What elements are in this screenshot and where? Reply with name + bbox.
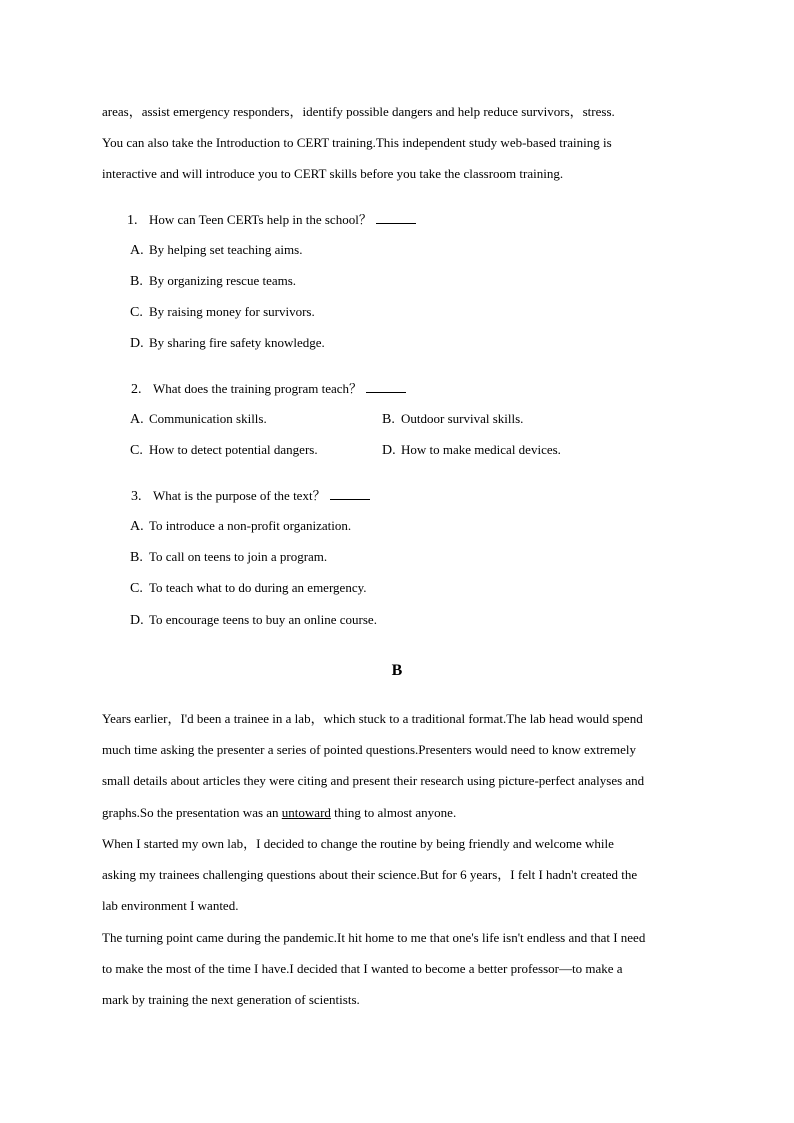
- question-number: 1.: [127, 213, 138, 228]
- passage-b-line-3: small details about articles they were citing and present their research using picture-perfect analyses and: [102, 773, 645, 788]
- question-1-option-b: [130, 273, 296, 290]
- question-number: 2.: [131, 382, 142, 397]
- question-2-stem: [131, 380, 406, 398]
- option-text: To introduce a non-profit organization.: [149, 518, 352, 533]
- section-heading: B: [391, 662, 403, 679]
- question-3-option-d: [130, 612, 377, 629]
- question-3-option-c: [130, 580, 367, 597]
- option-text: To encourage teens to buy an online course.: [149, 612, 377, 627]
- option-letter: D.: [382, 443, 396, 458]
- question-text: How can Teen CERTs help in the school？: [149, 212, 372, 227]
- option-text: Outdoor survival skills.: [401, 411, 524, 426]
- option-text: By raising money for survivors.: [149, 304, 315, 319]
- passage-b-line-8: The turning point came during the pandemic.It hit home to me that one's life isn't endless and that I need: [102, 930, 646, 945]
- question-1-option-d: [130, 335, 325, 352]
- option-text: How to make medical devices.: [401, 442, 561, 457]
- answer-blank: [366, 380, 406, 393]
- option-letter: D.: [130, 613, 144, 628]
- question-2-option-b: [382, 411, 523, 428]
- passage-a-line-3: interactive and will introduce you to CERT skills before you take the classroom training.: [102, 166, 564, 181]
- passage-b-line-4: [102, 805, 456, 821]
- question-text: What is the purpose of the text？: [153, 488, 326, 503]
- passage-b-line-2: much time asking the presenter a series of pointed questions.Presenters would need to know extremely: [102, 742, 636, 757]
- option-text: To teach what to do during an emergency.: [149, 580, 367, 595]
- option-letter: A.: [130, 519, 144, 534]
- question-1-option-a: [130, 242, 302, 259]
- passage-b-line-9: to make the most of the time I have.I decided that I wanted to become a better professor—to make a: [102, 961, 623, 976]
- option-text: To call on teens to join a program.: [149, 549, 328, 564]
- option-text: By helping set teaching aims.: [149, 242, 303, 257]
- passage-a-line-1: areas，assist emergency responders，identify possible dangers and help reduce survivors，stress.: [102, 104, 615, 119]
- option-text: How to detect potential dangers.: [149, 442, 318, 457]
- question-2-option-a: [130, 411, 267, 428]
- answer-blank: [330, 487, 370, 500]
- passage-b-line-6: asking my trainees challenging questions about their science.But for 6 years，I felt I hadn't created the: [102, 867, 638, 882]
- option-text: By sharing fire safety knowledge.: [149, 335, 325, 350]
- question-1-stem: [127, 211, 416, 229]
- option-letter: A.: [130, 412, 144, 427]
- passage-b-line-5: When I started my own lab，I decided to change the routine by being friendly and welcome while: [102, 836, 614, 851]
- line-text: thing to almost anyone.: [330, 805, 457, 820]
- underlined-word: untoward: [281, 805, 331, 820]
- passage-b-line-7: lab environment I wanted.: [102, 898, 239, 913]
- question-number: 3.: [131, 489, 142, 504]
- question-3-option-a: [130, 518, 351, 535]
- option-letter: A.: [130, 243, 144, 258]
- passage-a-line-2: You can also take the Introduction to CERT training.This independent study web-based training is: [102, 135, 612, 150]
- option-letter: C.: [130, 443, 143, 458]
- question-3-stem: [131, 487, 370, 505]
- option-letter: B.: [130, 274, 143, 289]
- passage-b-line-10: mark by training the next generation of scientists.: [102, 992, 360, 1007]
- option-letter: C.: [130, 305, 143, 320]
- option-letter: B.: [382, 412, 395, 427]
- question-2-option-d: [382, 442, 561, 459]
- line-text: graphs.So the presentation was an: [102, 805, 282, 820]
- question-1-option-c: [130, 304, 315, 321]
- option-letter: B.: [130, 550, 143, 565]
- question-text: What does the training program teach？: [153, 381, 363, 396]
- passage-b-line-1: Years earlier，I'd been a trainee in a lab，which stuck to a traditional format.The lab head would spend: [102, 711, 643, 726]
- answer-blank: [376, 211, 416, 224]
- option-text: By organizing rescue teams.: [149, 273, 297, 288]
- option-letter: C.: [130, 581, 143, 596]
- option-letter: D.: [130, 336, 144, 351]
- question-3-option-b: [130, 549, 327, 566]
- option-text: Communication skills.: [149, 411, 267, 426]
- question-2-option-c: [130, 442, 318, 459]
